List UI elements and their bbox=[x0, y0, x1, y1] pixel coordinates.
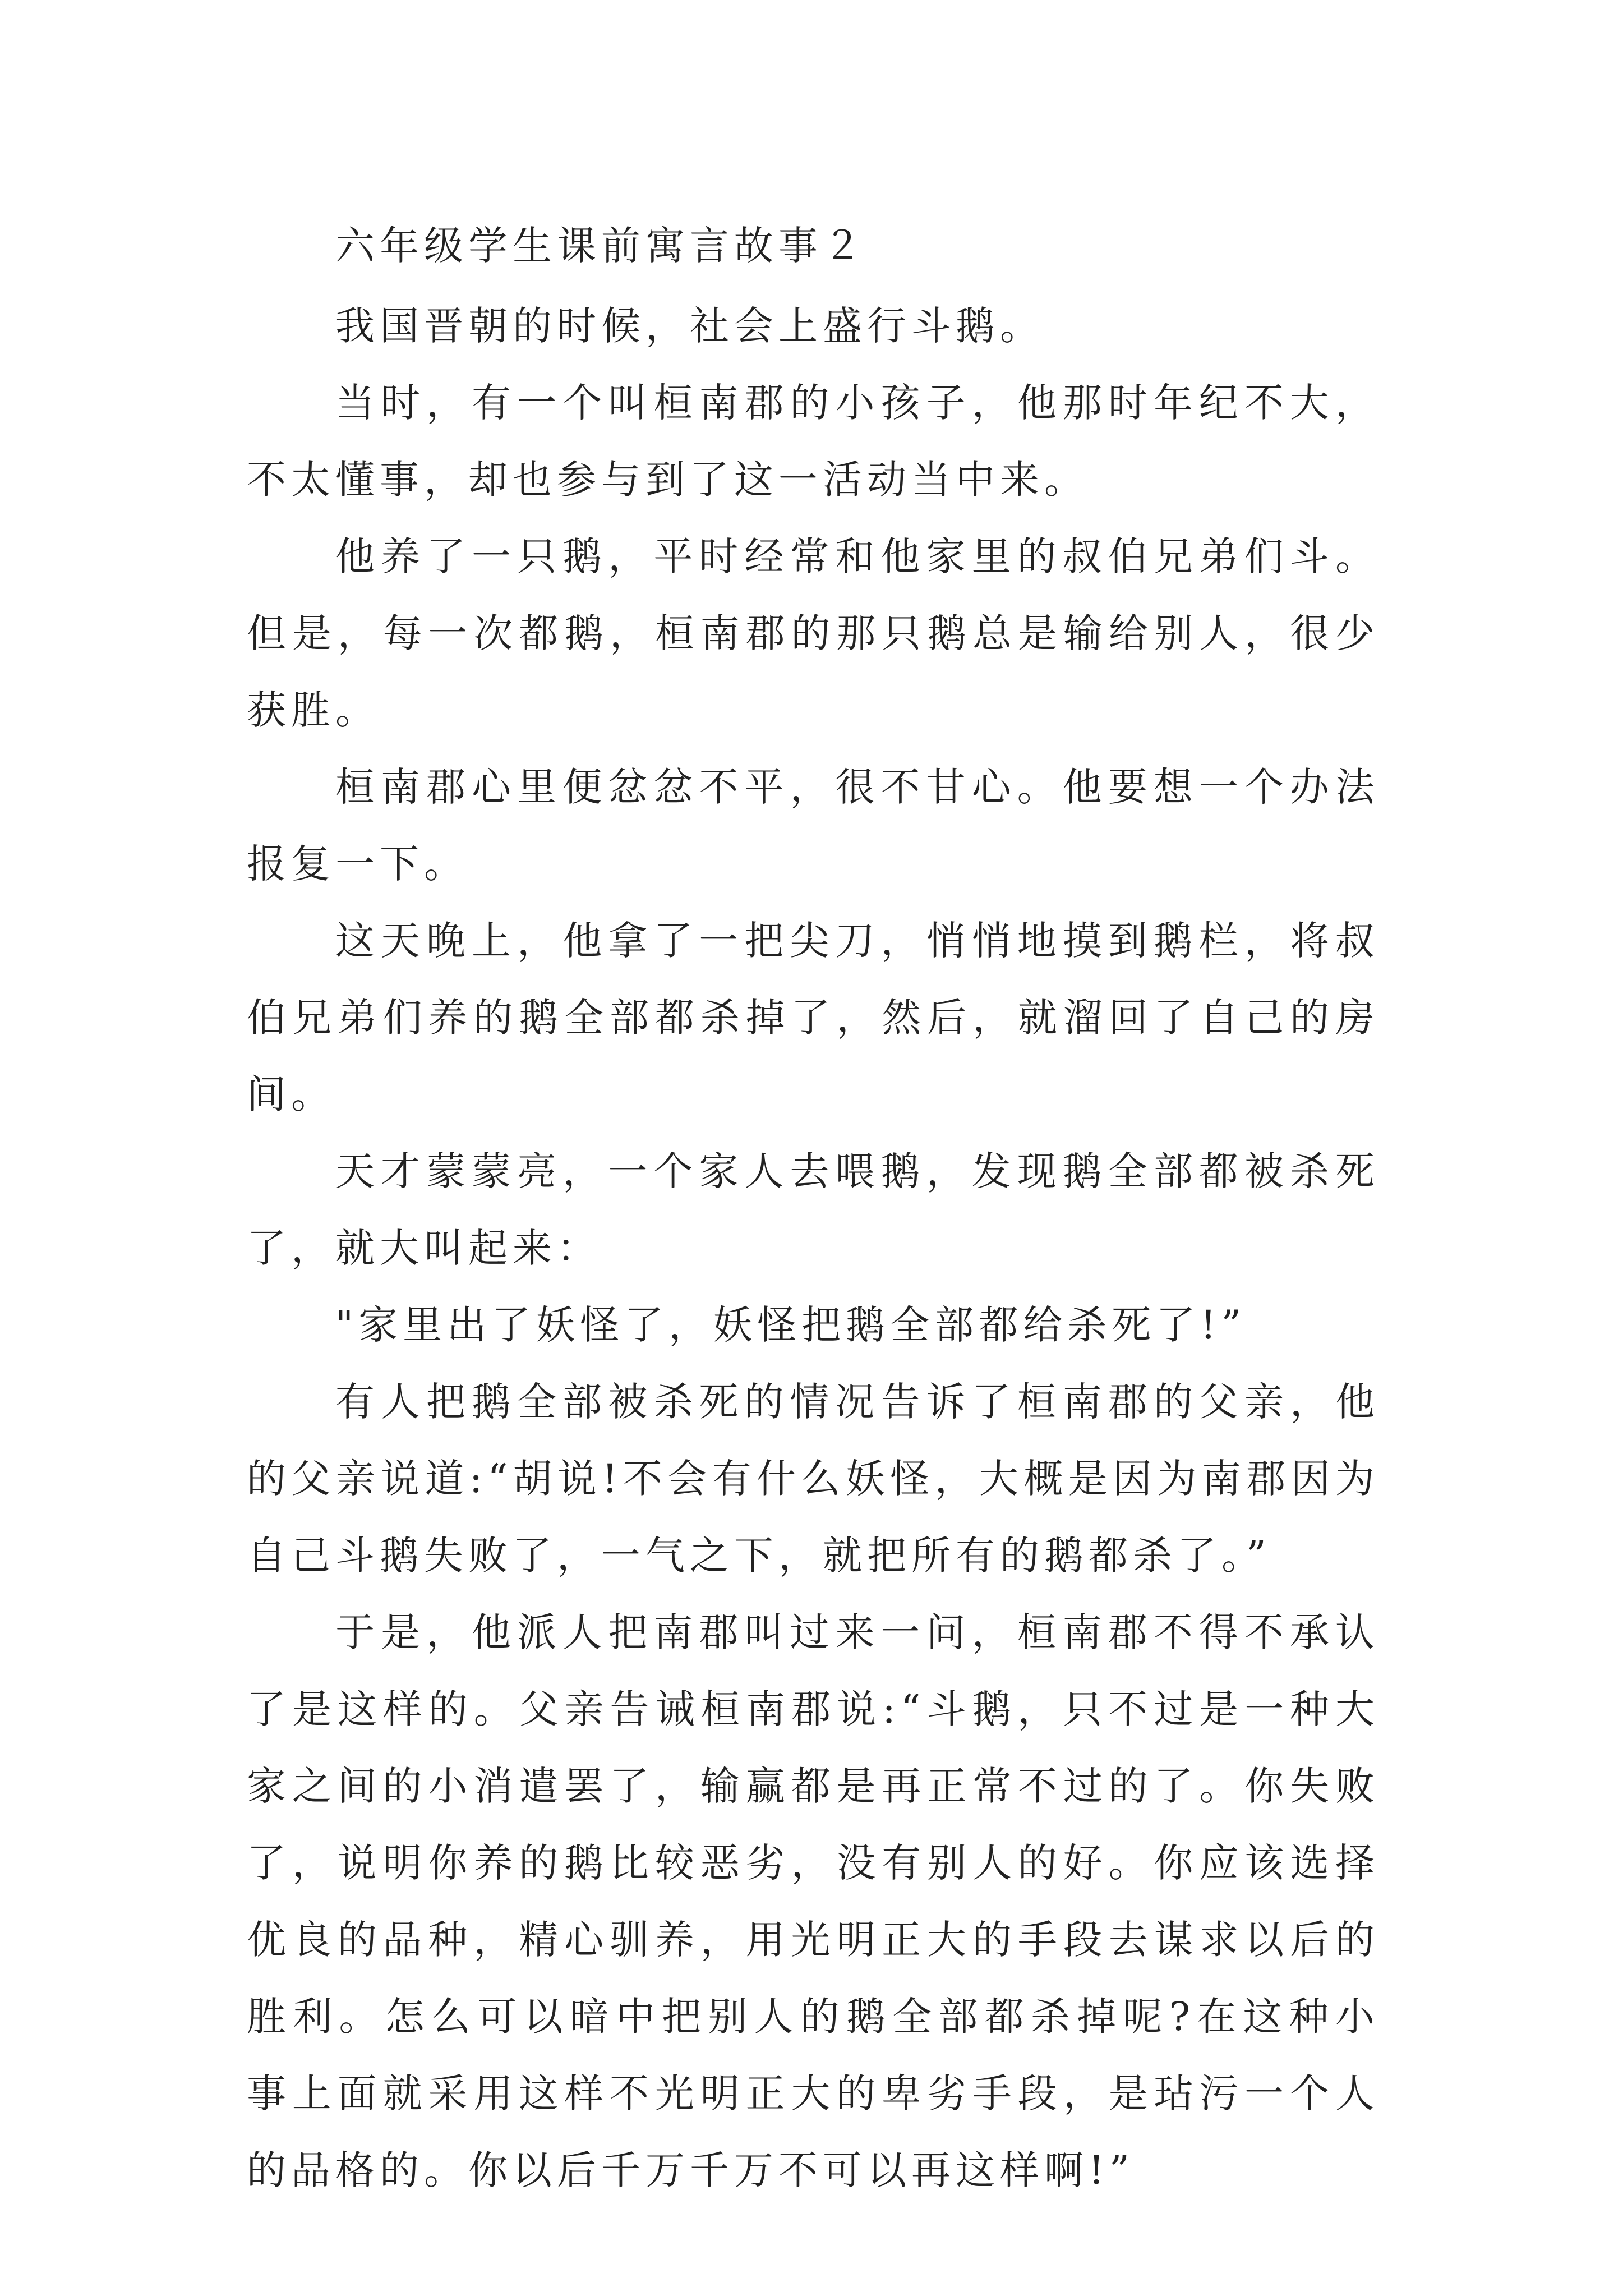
document-body bbox=[247, 208, 1380, 2209]
paragraph-7: "家里出了妖怪了，妖怪把鹅全部都给杀死了!” bbox=[335, 1302, 1247, 1348]
paragraph-4: 桓南郡心里便忿忿不平，很不甘心。他要想一个办法报复一下。 bbox=[247, 764, 1380, 887]
document-title: 六年级学生课前寓言故事２ bbox=[335, 223, 867, 269]
paragraph-6: 天才蒙蒙亮，一个家人去喂鹅，发现鹅全部都被杀死了，就大叫起来： bbox=[247, 1148, 1380, 1271]
paragraph-5: 这天晚上，他拿了一把尖刀，悄悄地摸到鹅栏，将叔伯兄弟们养的鹅全部都杀掉了，然后，就溜回了自己的房间。 bbox=[247, 918, 1380, 1117]
paragraph-9: 于是，他派人把南郡叫过来一问，桓南郡不得不承认了是这样的。父亲告诫桓南郡说:“斗鹅，只不过是一种大家之间的小消遣罢了，输赢都是再正常不过的了。你失败了，说明你养的鹅比较恶劣，没有别人的好。你应该选择优良的品种，精心驯养，用光明正大的手段去谋求以后的胜利。怎么可以暗中把别人的鹅全部都杀掉呢?在这种小事上面就采用这样不光明正大的卑劣手段，是玷污一个人的品格的。你以后千万千万不可以再这样啊!” bbox=[247, 1609, 1380, 2193]
paragraph-8: 有人把鹅全部被杀死的情况告诉了桓南郡的父亲，他的父亲说道:“胡说!不会有什么妖怪，大概是因为南郡因为自己斗鹅失败了，一气之下，就把所有的鹅都杀了。” bbox=[247, 1379, 1380, 1579]
paragraph-2: 当时，有一个叫桓南郡的小孩子，他那时年纪不大，不太懂事，却也参与到了这一活动当中来。 bbox=[247, 380, 1380, 503]
paragraph-3: 他养了一只鹅，平时经常和他家里的叔伯兄弟们斗。但是，每一次都鹅，桓南郡的那只鹅总是输给别人，很少获胜。 bbox=[247, 533, 1380, 733]
paragraph-1: 我国晋朝的时候，社会上盛行斗鹅。 bbox=[335, 303, 1044, 349]
